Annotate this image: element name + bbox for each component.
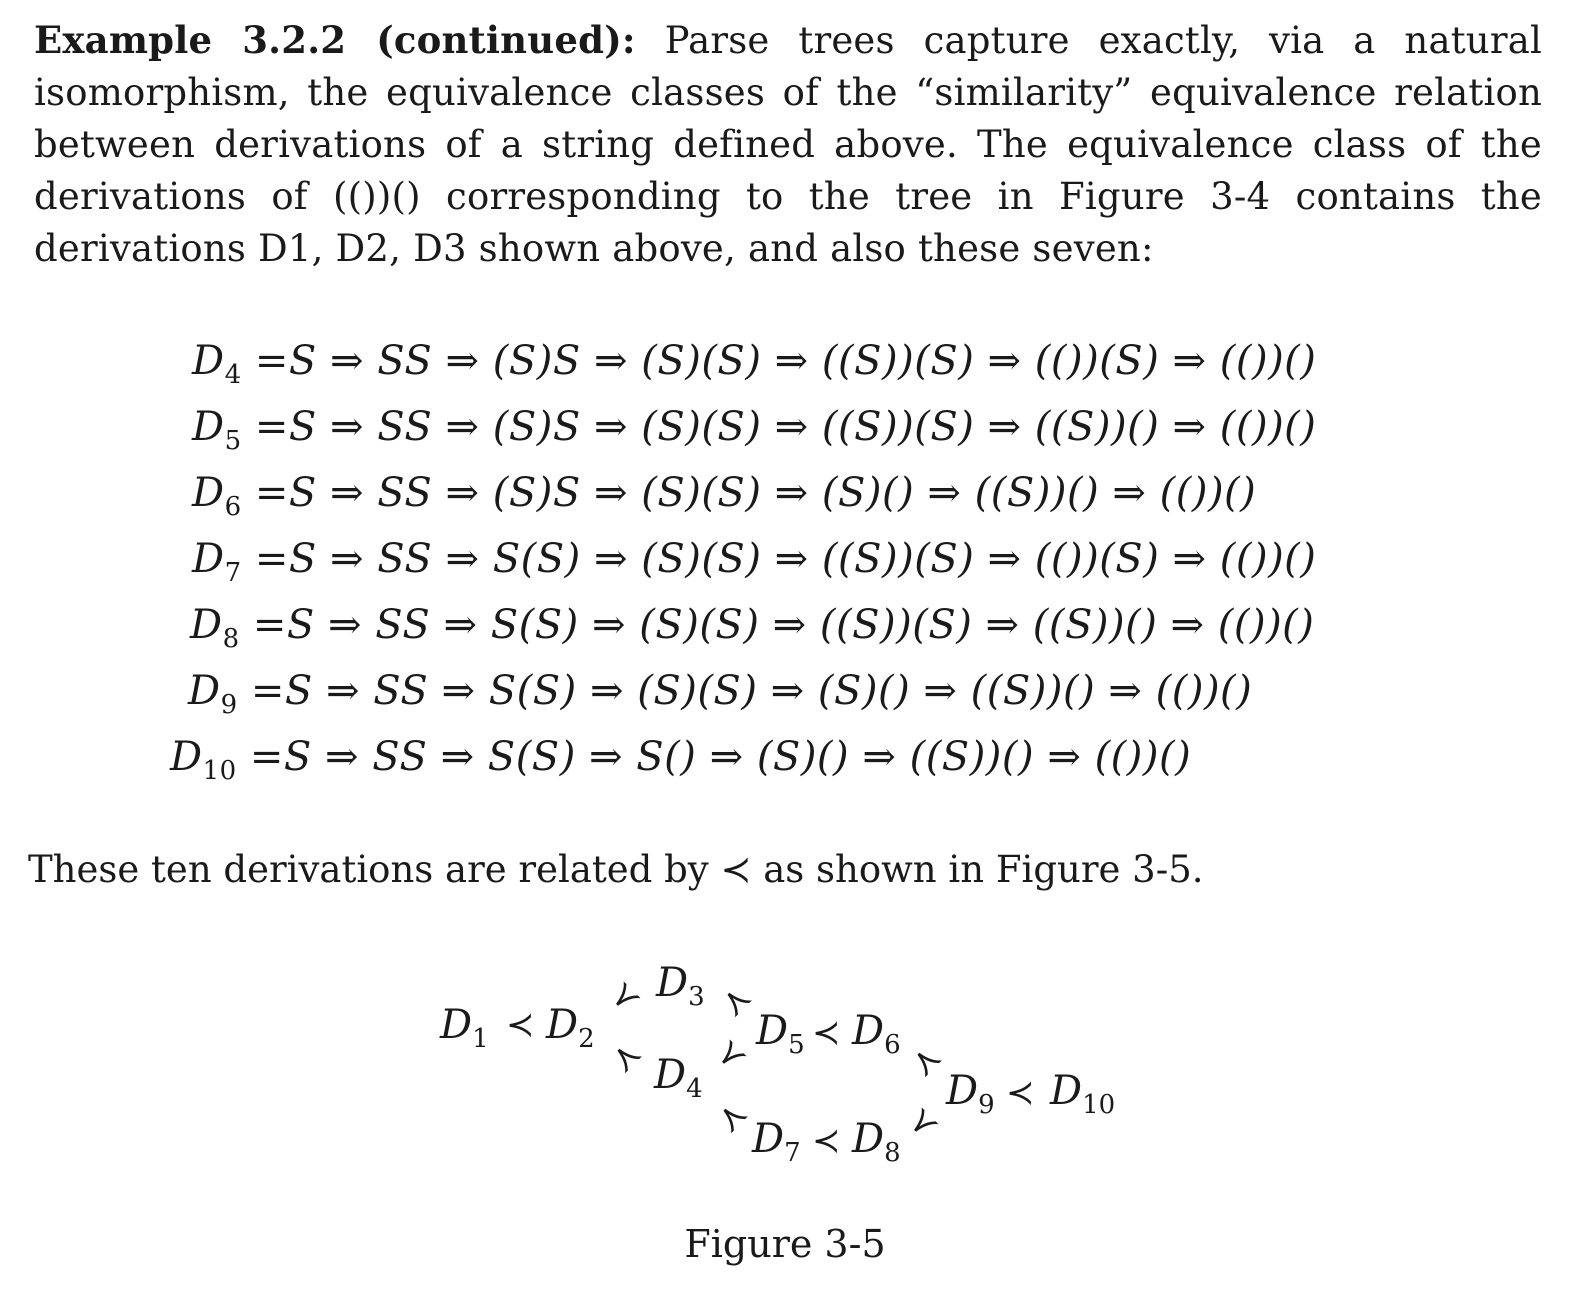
node-d7: $D_7$ [752,1116,801,1168]
derivation-row [192,470,1256,522]
node-d6: $D_6$ [852,1008,901,1060]
relation-d4-d7: ≺ [708,1092,757,1142]
relation-d3-d5: ≺ [712,976,761,1026]
derivation-row [188,668,1252,720]
node-d9: $D_9$ [946,1068,995,1120]
relation-d9-d10: ≺ [1006,1073,1035,1113]
node-d5: $D_5$ [756,1008,805,1060]
derivation-row [170,734,1191,786]
figure-caption: Figure 3-5 [684,1222,886,1266]
derivation-steps: =S ⇒ SS ⇒ S(S) ⇒ (S)(S) ⇒ (S)() ⇒ ((S))() ⇒ (())() [250,668,1253,714]
relation-d6-d9: ≺ [902,1036,951,1086]
derivation-name: $D_8$ [190,602,240,654]
derivation-row [192,338,1316,390]
derivation-steps: =S ⇒ SS ⇒ S(S) ⇒ (S)(S) ⇒ ((S))(S) ⇒ ((S))() ⇒ (())() [252,602,1315,648]
example-paragraph [34,14,1542,275]
node-d4: $D_4$ [654,1052,703,1104]
relation-d1-d2: ≺ [506,1005,535,1045]
node-d1: $D_1$ [440,1002,489,1054]
derivation-steps: =S ⇒ SS ⇒ (S)S ⇒ (S)(S) ⇒ ((S))(S) ⇒ ((S))() ⇒ (())() [254,404,1317,450]
relation-d5-d6: ≺ [812,1013,841,1053]
derivation-name: $D_6$ [192,470,242,522]
derivation-name: $D_7$ [192,536,242,588]
relation-d8-d9: ≺ [898,1098,947,1148]
derivation-steps: =S ⇒ SS ⇒ (S)S ⇒ (S)(S) ⇒ ((S))(S) ⇒ (())(S) ⇒ (())() [254,338,1317,384]
node-d8: $D_8$ [852,1116,901,1168]
derivation-name: $D_{10}$ [170,734,237,786]
relation-d2-d4: ≺ [602,1032,651,1082]
derivation-steps: =S ⇒ SS ⇒ (S)S ⇒ (S)(S) ⇒ (S)() ⇒ ((S))() ⇒ (())() [254,470,1257,516]
example-body: Parse trees capture exactly, via a natural isomorphism, the equivalence classes of the “similarity” equivalence relation between derivations of a string defined above. The equivalence class of the derivations of (())() corresponding to the tree in Figure 3-4 contains the derivations D1, D2, D3 shown above, and also these seven: [34,19,1543,270]
relation-d4-d5: ≺ [706,1030,755,1080]
derivation-name: $D_5$ [192,404,242,456]
derivation-name: $D_4$ [192,338,242,390]
relation-d7-d8: ≺ [812,1121,841,1161]
example-heading: Example 3.2.2 (continued): [34,18,636,62]
relation-d2-d3: ≺ [600,972,649,1022]
node-d10: $D_{10}$ [1050,1068,1116,1120]
derivation-name: $D_9$ [188,668,238,720]
derivation-row [192,404,1316,456]
derivation-steps: =S ⇒ SS ⇒ S(S) ⇒ S() ⇒ (S)() ⇒ ((S))() ⇒ (())() [249,734,1192,780]
derivation-row [190,602,1314,654]
derivation-row [192,536,1316,588]
node-d3: $D_3$ [656,960,705,1012]
node-d2: $D_2$ [546,1002,595,1054]
derivation-steps: =S ⇒ SS ⇒ S(S) ⇒ (S)(S) ⇒ ((S))(S) ⇒ (())(S) ⇒ (())() [254,536,1317,582]
figure-3-5 [0,950,1570,1170]
relation-sentence: These ten derivations are related by ≺ as shown in Figure 3-5. [28,848,1204,891]
